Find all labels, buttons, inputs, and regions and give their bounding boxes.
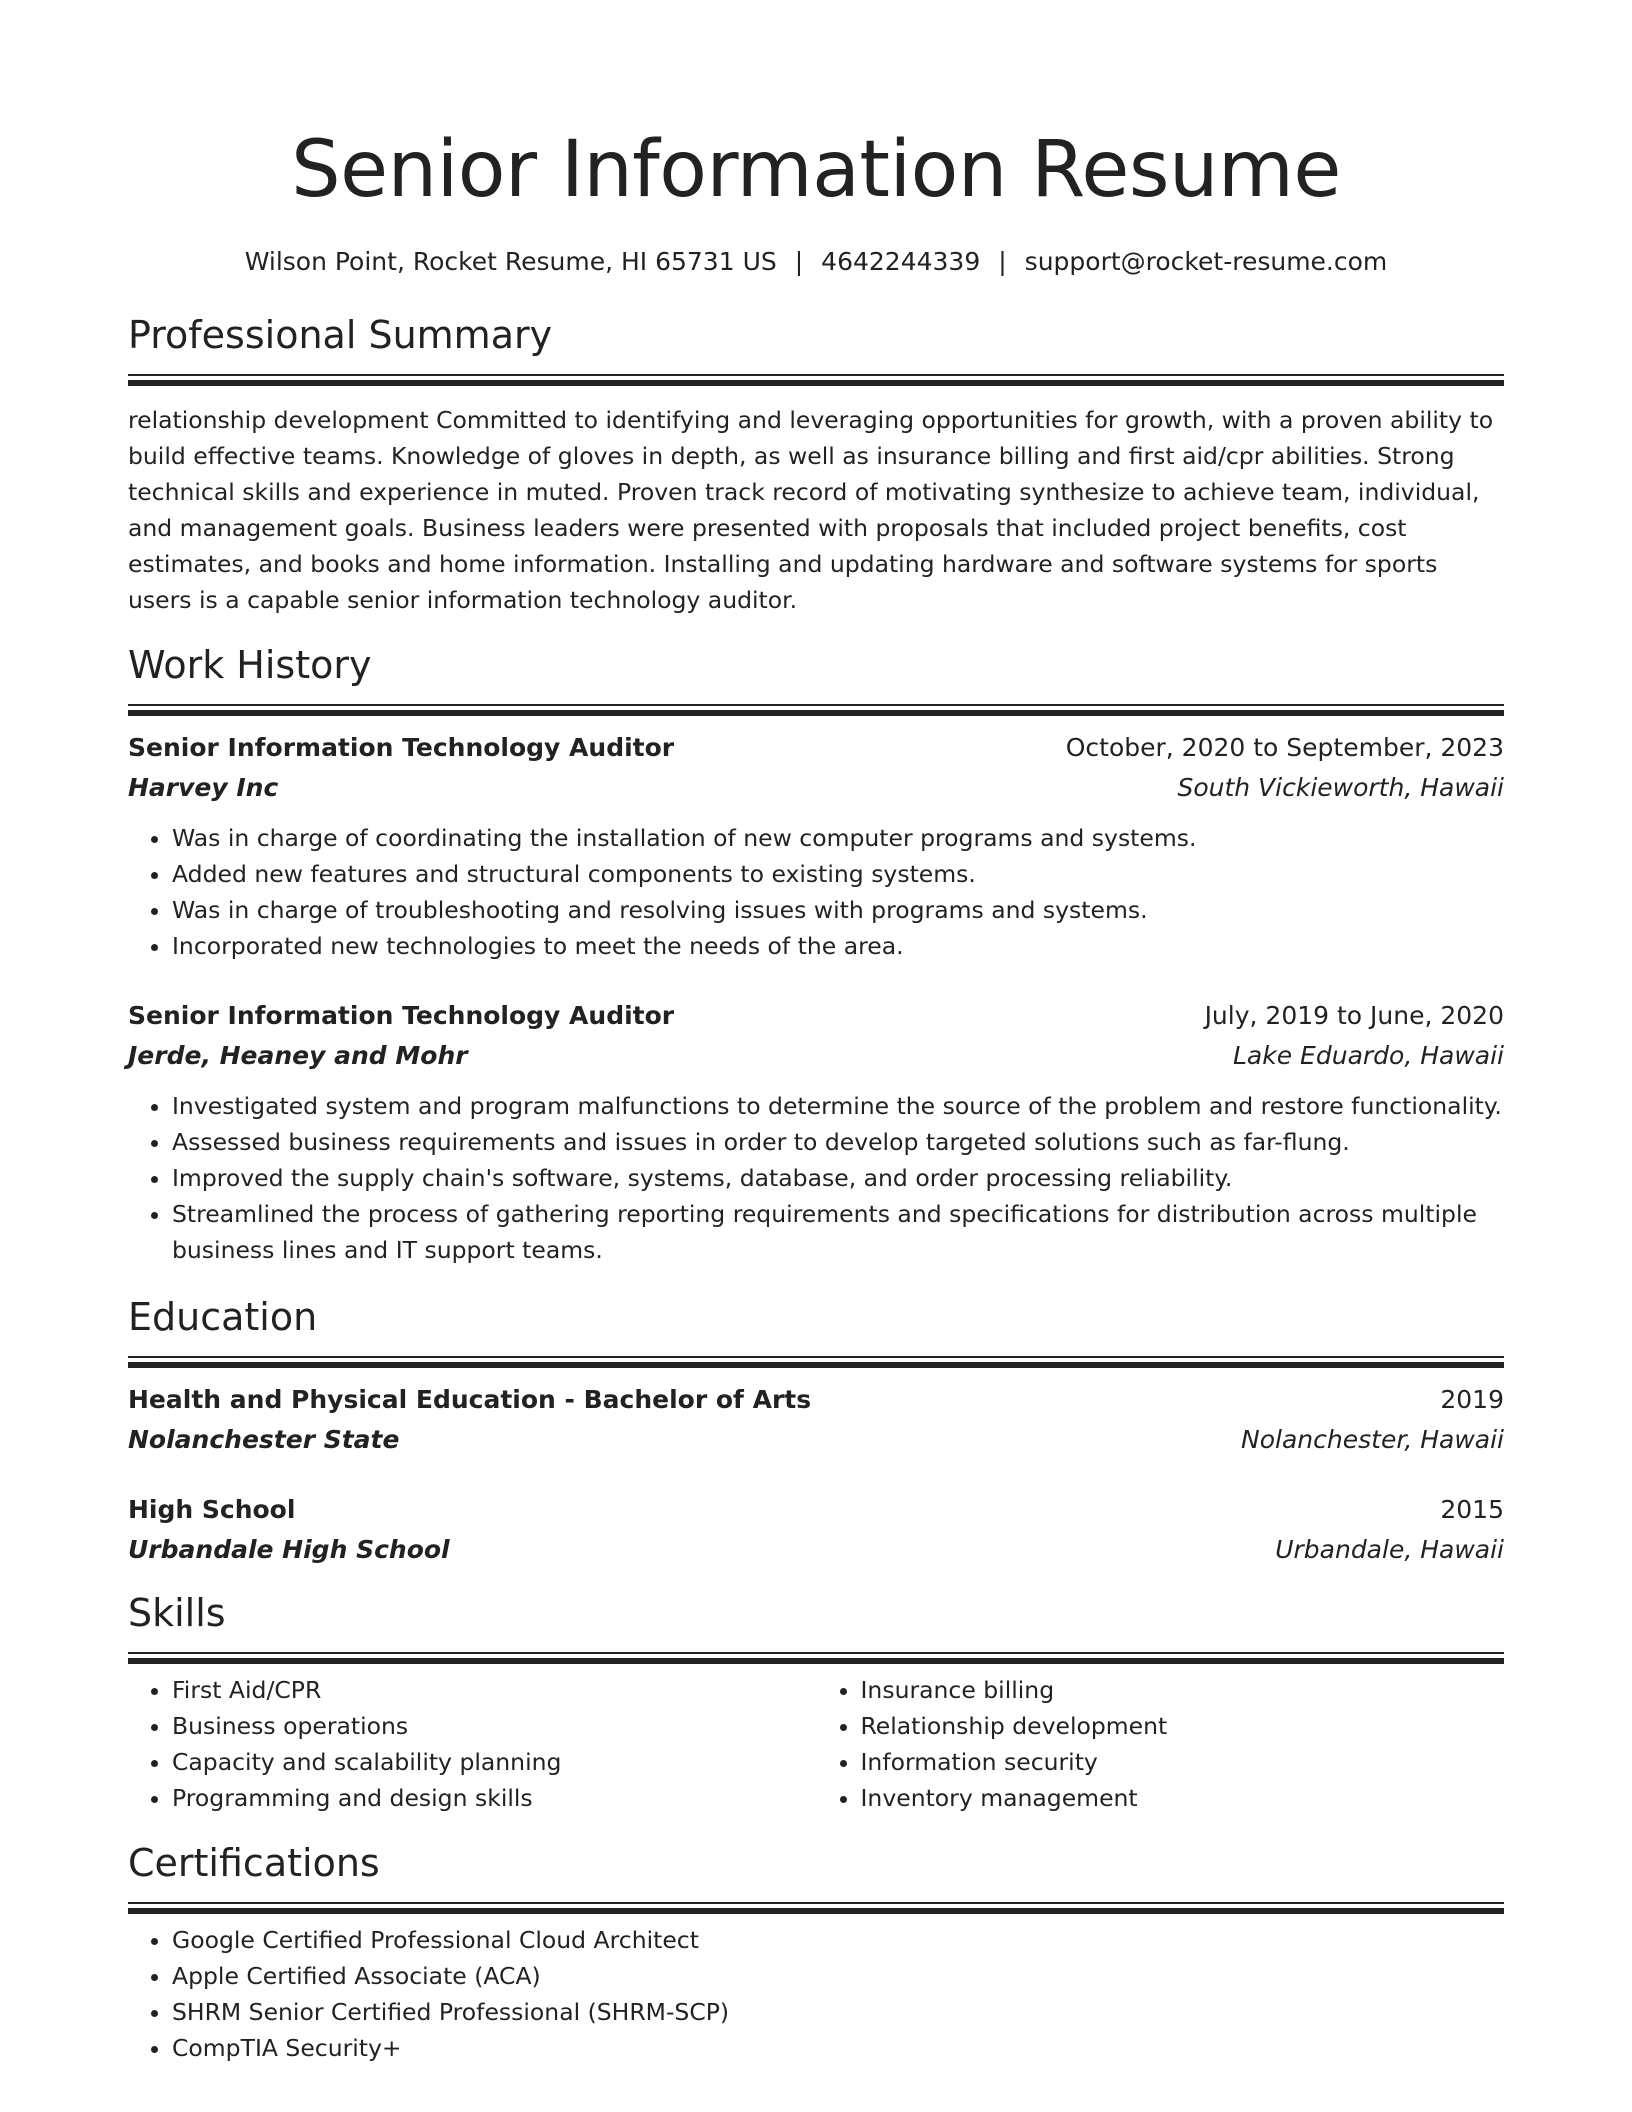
list-item: • Google Certified Professional Cloud Architect bbox=[172, 1922, 1504, 1958]
list-item: • SHRM Senior Certified Professional (SHRM-SCP) bbox=[172, 1994, 1504, 2030]
contact-separator: | bbox=[998, 247, 1007, 276]
job-header-row bbox=[128, 996, 1504, 1036]
job-entry bbox=[128, 996, 1504, 1268]
job-dates: July, 2019 to June, 2020 bbox=[1204, 1001, 1504, 1030]
job-header-row bbox=[128, 728, 1504, 768]
list-item: • Investigated system and program malfunctions to determine the source of the problem and restore functionality. bbox=[172, 1088, 1504, 1124]
list-item: • Insurance billing bbox=[861, 1672, 1505, 1708]
section-title: Professional Summary bbox=[128, 313, 553, 357]
list-item: • Improved the supply chain's software, systems, database, and order processing reliability. bbox=[172, 1160, 1504, 1196]
list-item: • First Aid/CPR bbox=[172, 1672, 816, 1708]
education-section bbox=[128, 1292, 1504, 1570]
list-item: • Apple Certified Associate (ACA) bbox=[172, 1958, 1504, 1994]
section-title: Skills bbox=[128, 1591, 226, 1635]
education-location: Nolanchester, Hawaii bbox=[1241, 1425, 1504, 1454]
resume-name: Senior Information Resume bbox=[291, 125, 1341, 215]
section-title: Work History bbox=[128, 643, 372, 687]
certifications-section bbox=[128, 1838, 1504, 2066]
education-school-row bbox=[128, 1530, 1504, 1570]
list-item: • Was in charge of troubleshooting and resolving issues with programs and systems. bbox=[172, 892, 1504, 928]
section-divider bbox=[128, 1356, 1504, 1362]
section-title: Education bbox=[128, 1295, 318, 1339]
job-bullets bbox=[128, 820, 1504, 964]
section-divider bbox=[128, 1652, 1504, 1658]
section-divider bbox=[128, 1902, 1504, 1908]
education-year: 2015 bbox=[1440, 1495, 1504, 1524]
list-item: • Incorporated new technologies to meet the needs of the area. bbox=[172, 928, 1504, 964]
job-location: South Vickieworth, Hawaii bbox=[1177, 773, 1504, 802]
contact-separator: | bbox=[794, 247, 804, 276]
list-item: • Programming and design skills bbox=[172, 1780, 816, 1816]
skills-list-right bbox=[816, 1672, 1505, 1816]
skills-list-left bbox=[128, 1672, 816, 1816]
section-divider bbox=[128, 374, 1504, 380]
job-company-row bbox=[128, 1036, 1504, 1076]
list-item: • Relationship development bbox=[861, 1708, 1505, 1744]
list-item: • Capacity and scalability planning bbox=[172, 1744, 816, 1780]
education-entry bbox=[128, 1380, 1504, 1460]
education-degree: Health and Physical Education - Bachelor of Arts bbox=[128, 1385, 812, 1414]
list-item: • CompTIA Security+ bbox=[172, 2030, 1504, 2066]
education-header-row bbox=[128, 1490, 1504, 1530]
contact-phone: 4642244339 bbox=[821, 247, 981, 276]
education-school: Nolanchester State bbox=[128, 1425, 400, 1454]
contact-address: Wilson Point, Rocket Resume, HI 65731 US bbox=[244, 247, 777, 276]
job-bullets bbox=[128, 1088, 1504, 1268]
education-school-row bbox=[128, 1420, 1504, 1460]
section-divider bbox=[128, 704, 1504, 710]
summary-section bbox=[128, 310, 1504, 618]
education-school: Urbandale High School bbox=[128, 1535, 450, 1564]
job-company-row bbox=[128, 768, 1504, 808]
education-entry bbox=[128, 1490, 1504, 1570]
job-title: Senior Information Technology Auditor bbox=[128, 733, 675, 762]
job-location: Lake Eduardo, Hawaii bbox=[1233, 1041, 1504, 1070]
contact-line bbox=[128, 244, 1504, 280]
job-dates: October, 2020 to September, 2023 bbox=[1065, 733, 1504, 762]
list-item: • Streamlined the process of gathering reporting requirements and specifications for distribution across multiple business lines and IT support teams. bbox=[172, 1196, 1504, 1268]
education-header-row bbox=[128, 1380, 1504, 1420]
job-title: Senior Information Technology Auditor bbox=[128, 1001, 675, 1030]
work-history-section bbox=[128, 640, 1504, 1268]
list-item: • Inventory management bbox=[861, 1780, 1505, 1816]
job-company: Harvey Inc bbox=[128, 773, 279, 802]
summary-text: relationship development Committed to identifying and leveraging opportunities for growth, with a proven ability to build effective teams. Knowledge of gloves in depth, as well as insurance billing and first aid/cpr abilities. Strong technical skills and experience in muted. Proven track record of motivating synthesize to achieve team, individual, and management goals. Business leaders were presented with proposals that included project benefits, cost estimates, and books and home information. Installing and updating hardware and software systems for sports users is a capable senior information technology auditor. bbox=[128, 406, 1494, 614]
list-item: • Business operations bbox=[172, 1708, 816, 1744]
skills-section bbox=[128, 1588, 1504, 1816]
list-item: • Added new features and structural components to existing systems. bbox=[172, 856, 1504, 892]
contact-email: support@rocket-resume.com bbox=[1024, 247, 1388, 276]
job-company: Jerde, Heaney and Mohr bbox=[128, 1041, 468, 1070]
education-degree: High School bbox=[128, 1495, 296, 1524]
list-item: • Assessed business requirements and issues in order to develop targeted solutions such as far-flung. bbox=[172, 1124, 1504, 1160]
education-year: 2019 bbox=[1440, 1385, 1504, 1414]
certifications-list bbox=[128, 1922, 1504, 2066]
list-item: • Was in charge of coordinating the installation of new computer programs and systems. bbox=[172, 820, 1504, 856]
list-item: • Information security bbox=[861, 1744, 1505, 1780]
job-entry bbox=[128, 728, 1504, 964]
section-title: Certifications bbox=[128, 1841, 380, 1885]
skills-columns bbox=[128, 1672, 1504, 1816]
education-location: Urbandale, Hawaii bbox=[1275, 1535, 1504, 1564]
